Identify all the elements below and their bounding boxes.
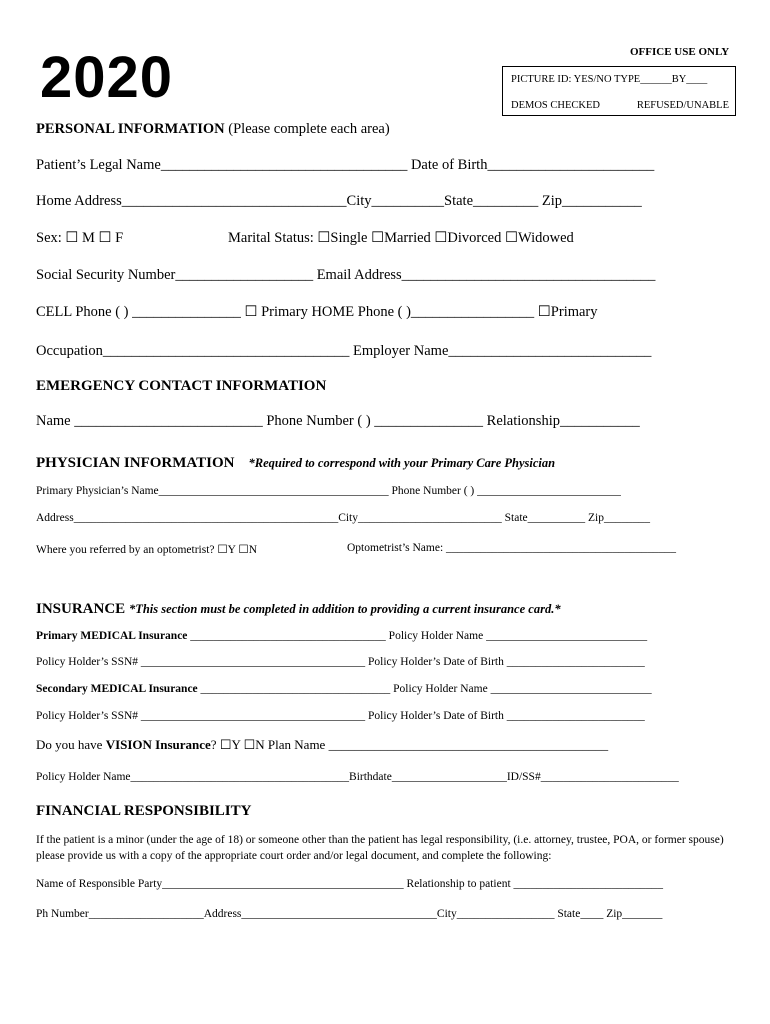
office-use-title: OFFICE USE ONLY <box>630 46 730 58</box>
insurance-heading-row <box>36 600 561 618</box>
vision-pre: Do you have <box>36 737 106 752</box>
marital-status-checkboxes[interactable]: Marital Status: ☐Single ☐Married ☐Divorced ☐Widowed <box>228 230 574 246</box>
responsible-party-line[interactable]: Name of Responsible Party__________________________________________ Relationship to patient __________________________ <box>36 878 664 890</box>
primary-insurance-fields: __________________________________ Policy Holder Name ____________________________ <box>187 630 648 642</box>
vision-post: ? ☐Y ☐N Plan Name ___________________________________________ <box>210 737 609 752</box>
financial-paragraph: If the patient is a minor (under the age of 18) or someone other than the patient has legal responsibility, (i.e. attorney, trustee, POA, or former spouse) please provide us with a copy of the appropriate court order and/or legal document, and complete the following: <box>36 834 724 862</box>
primary-insurance-label: Primary MEDICAL Insurance <box>36 630 188 642</box>
vision-insurance-line[interactable] <box>36 737 608 753</box>
secondary-ssn-dob-line[interactable]: Policy Holder’s SSN# _______________________________________ Policy Holder’s Date of Birth ________________________ <box>36 710 645 722</box>
form-year: 2020 <box>40 45 174 110</box>
emergency-contact-line[interactable]: Name __________________________ Phone Number ( ) _______________ Relationship___________ <box>36 413 640 429</box>
optometrist-referral-checkboxes[interactable]: Where you referred by an optometrist? ☐Y ☐N <box>36 544 258 556</box>
optometrist-name-line[interactable]: Optometrist’s Name: ________________________________________ <box>347 542 677 554</box>
financial-heading: FINANCIAL RESPONSIBILITY <box>36 803 252 819</box>
secondary-insurance-fields: _________________________________ Policy Holder Name ____________________________ <box>197 683 652 695</box>
primary-insurance-line[interactable] <box>36 630 647 642</box>
ssn-email-line[interactable]: Social Security Number___________________ Email Address___________________________________ <box>36 267 656 283</box>
vision-label: VISION Insurance <box>105 737 211 752</box>
primary-physician-line[interactable]: Primary Physician’s Name________________________________________ Phone Number ( ) _________________________ <box>36 485 621 497</box>
insurance-note: *This section must be completed in addition to providing a current insurance card.* <box>128 602 561 616</box>
office-picture-id: PICTURE ID: YES/NO TYPE______BY____ <box>511 74 708 85</box>
physician-heading: PHYSICIAN INFORMATION <box>36 455 235 471</box>
office-demos-checked: DEMOS CHECKED <box>511 100 600 111</box>
personal-info-heading <box>36 121 390 138</box>
office-refused: REFUSED/UNABLE <box>636 100 729 111</box>
physician-note: *Required to correspond with your Primary Care Physician <box>248 456 556 470</box>
secondary-insurance-line[interactable] <box>36 683 652 695</box>
secondary-insurance-label: Secondary MEDICAL Insurance <box>36 683 198 695</box>
patient-name-dob-line[interactable]: Patient’s Legal Name__________________________________ Date of Birth_______________________ <box>36 157 655 173</box>
occupation-employer-line[interactable]: Occupation__________________________________ Employer Name____________________________ <box>36 343 652 359</box>
office-use-box <box>502 66 736 116</box>
physician-address-line[interactable]: Address______________________________________________City_________________________ State__________ Zip________ <box>36 512 650 524</box>
insurance-heading: INSURANCE <box>36 601 129 617</box>
vision-holder-line[interactable]: Policy Holder Name______________________________________Birthdate____________________ID/SS#________________________ <box>36 771 679 783</box>
emergency-heading: EMERGENCY CONTACT INFORMATION <box>36 378 327 394</box>
personal-heading-bold: PERSONAL INFORMATION <box>36 121 225 137</box>
home-address-line[interactable]: Home Address_______________________________City__________State_________ Zip___________ <box>36 193 642 209</box>
sex-checkboxes[interactable]: Sex: ☐ M ☐ F <box>36 230 124 246</box>
personal-heading-note: (Please complete each area) <box>224 121 390 137</box>
phone-line[interactable]: CELL Phone ( ) _______________ ☐ Primary HOME Phone ( )_________________ ☐Primary <box>36 304 598 320</box>
physician-heading-row <box>36 454 555 472</box>
responsible-contact-line[interactable]: Ph Number____________________Address__________________________________City_________________ State____ Zip_______ <box>36 908 663 920</box>
primary-ssn-dob-line[interactable]: Policy Holder’s SSN# _______________________________________ Policy Holder’s Date of Birth ________________________ <box>36 656 645 668</box>
